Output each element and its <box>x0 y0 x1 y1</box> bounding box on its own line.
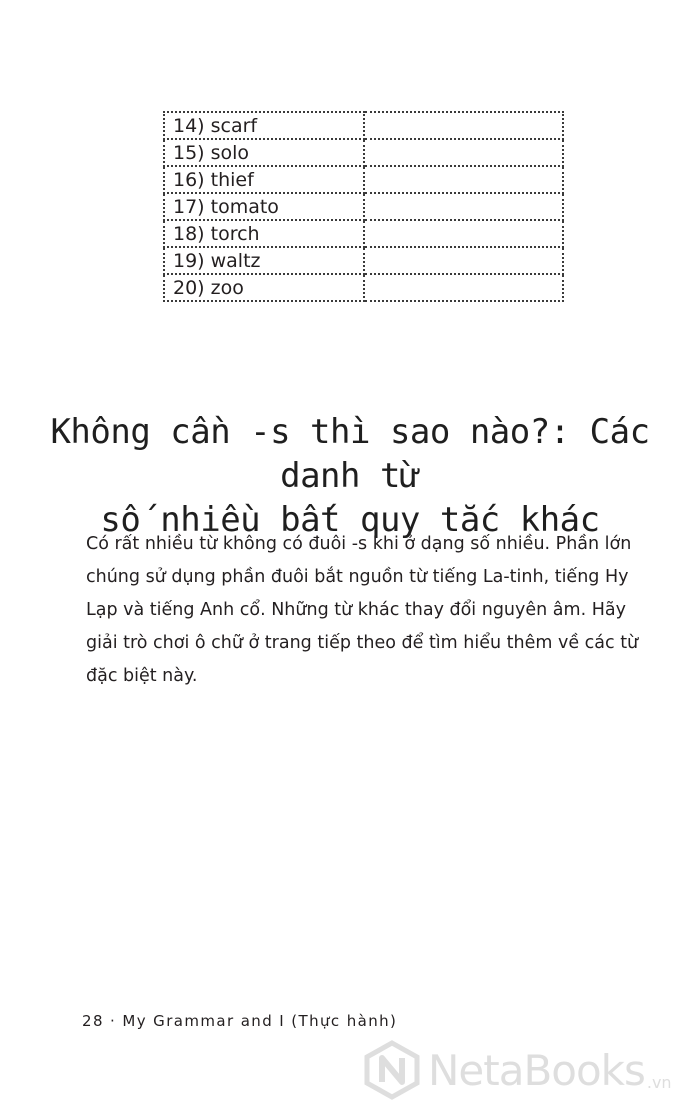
answer-cell <box>364 193 563 220</box>
answer-cell <box>364 112 563 139</box>
paragraph-line: Có rất nhiều từ không có đuôi -s khi ở dạng số nhiều. Phần lớn <box>86 534 632 554</box>
table-row <box>164 139 563 166</box>
paragraph-line: giải trò chơi ô chữ ở trang tiếp theo để tìm hiểu thêm về các từ <box>86 633 639 653</box>
body-paragraph <box>86 528 656 693</box>
netabooks-watermark <box>362 1040 672 1100</box>
section-heading <box>30 410 670 542</box>
watermark-text: NetaBooks <box>428 1045 645 1095</box>
answer-cell <box>364 247 563 274</box>
table-row <box>164 220 563 247</box>
word-cell: 19) waltz <box>164 247 364 274</box>
word-cell: 16) thief <box>164 166 364 193</box>
plural-exercise-table <box>163 111 564 302</box>
section-heading-line: số nhiều bất quy tắc khác <box>100 500 600 540</box>
table-row <box>164 274 563 301</box>
netabooks-logo-icon <box>362 1040 422 1100</box>
answer-cell <box>364 274 563 301</box>
table-row <box>164 166 563 193</box>
answer-cell <box>364 166 563 193</box>
section-heading-line: Không cần -s thì sao nào?: Các danh từ <box>50 412 650 496</box>
paragraph-line: chúng sử dụng phần đuôi bắt nguồn từ tiếng La-tinh, tiếng Hy <box>86 567 629 587</box>
paragraph-line: Lạp và tiếng Anh cổ. Những từ khác thay đổi nguyên âm. Hãy <box>86 600 626 620</box>
word-cell: 14) scarf <box>164 112 364 139</box>
word-cell: 18) torch <box>164 220 364 247</box>
page-footer: 28 · My Grammar and I (Thực hành) <box>82 1012 398 1030</box>
word-cell: 17) tomato <box>164 193 364 220</box>
answer-cell <box>364 220 563 247</box>
answer-cell <box>364 139 563 166</box>
table-row <box>164 193 563 220</box>
table-row <box>164 247 563 274</box>
paragraph-line: đặc biệt này. <box>86 666 198 686</box>
word-cell: 20) zoo <box>164 274 364 301</box>
table-row <box>164 112 563 139</box>
word-cell: 15) solo <box>164 139 364 166</box>
watermark-suffix: .vn <box>646 1073 672 1092</box>
